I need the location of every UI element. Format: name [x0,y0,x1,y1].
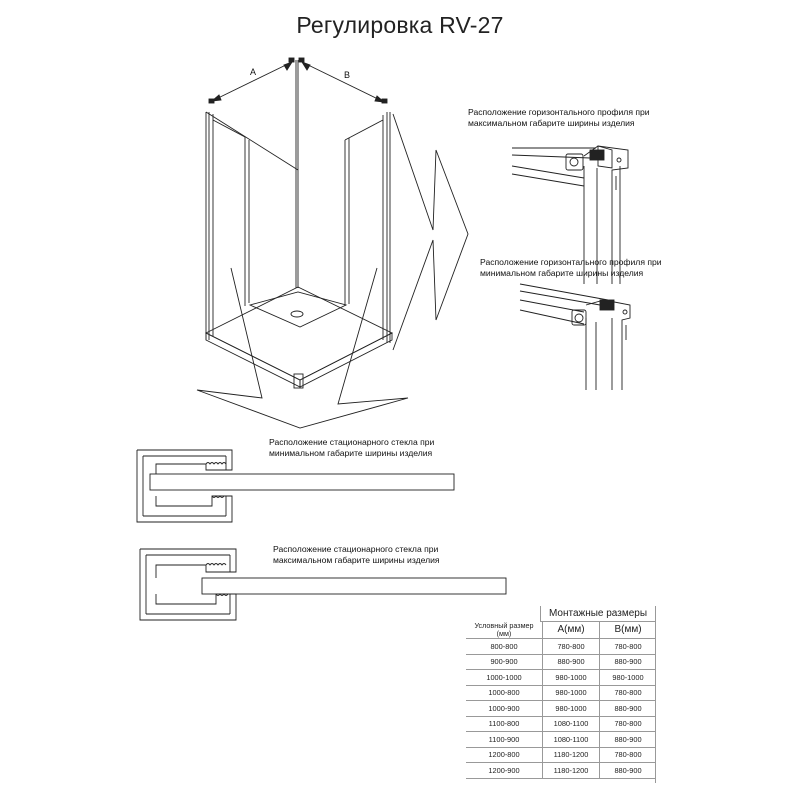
table-row [466,716,656,732]
table-row [466,763,656,779]
table-group-header: Монтажные размеры [548,608,648,619]
dimension-b [302,62,384,102]
caption-stationary-max: Расположение стационарного стекла при максимальном габарите ширины изделия [273,544,440,565]
cell-b: 880-900 [600,732,657,748]
cell-size: 1100-900 [466,732,543,748]
table-row [466,701,656,717]
cell-a: 1080-1100 [543,716,600,732]
cell-a: 780-800 [543,639,600,655]
dimension-a-label: A [250,67,257,77]
caption-horizontal-max: Расположение горизонтального профиля при максимальном габарите ширины изделия [468,107,650,128]
cell-b: 880-900 [600,654,657,670]
caption-horizontal-min: Расположение горизонтального профиля при минимальном габарите ширины изделия [480,257,662,278]
cell-a: 1180-1200 [543,763,600,779]
cell-a: 980-1000 [543,670,600,686]
cell-a: 1080-1100 [543,732,600,748]
column-header-b: B(мм) [600,621,657,639]
cell-b: 880-900 [600,763,657,779]
cell-b: 880-900 [600,701,657,717]
cell-a: 1180-1200 [543,747,600,763]
page-title: Регулировка RV-27 [296,12,504,38]
dimension-b-label: B [344,70,351,80]
table-row [466,685,656,701]
horizontal-profile-min-detail [520,284,630,390]
cell-b: 980-1000 [600,670,657,686]
column-header-a: A(мм) [543,621,600,639]
cell-size: 1000-900 [466,701,543,717]
cell-size: 1200-800 [466,747,543,763]
table-row [466,639,656,655]
table-row [466,654,656,670]
cell-b: 780-800 [600,685,657,701]
cell-size: 900-900 [466,654,543,670]
column-header-size: Условный размер (мм) [466,621,543,639]
caption-stationary-min: Расположение стационарного стекла при минимальном габарите ширины изделия [269,437,435,458]
table-row [466,670,656,686]
cell-size: 1200-900 [466,763,543,779]
cell-size: 1000-800 [466,685,543,701]
table-row [466,732,656,748]
cell-b: 780-800 [600,747,657,763]
stationary-glass-min-detail [137,450,454,522]
cell-a: 980-1000 [543,685,600,701]
cell-size: 800-800 [466,639,543,655]
cell-a: 980-1000 [543,701,600,717]
cell-a: 880-900 [543,654,600,670]
cell-size: 1000-1000 [466,670,543,686]
table-header-row [466,621,656,639]
mounting-sizes-table [466,621,656,779]
cell-size: 1100-800 [466,716,543,732]
cell-b: 780-800 [600,716,657,732]
table-row [466,747,656,763]
cell-b: 780-800 [600,639,657,655]
